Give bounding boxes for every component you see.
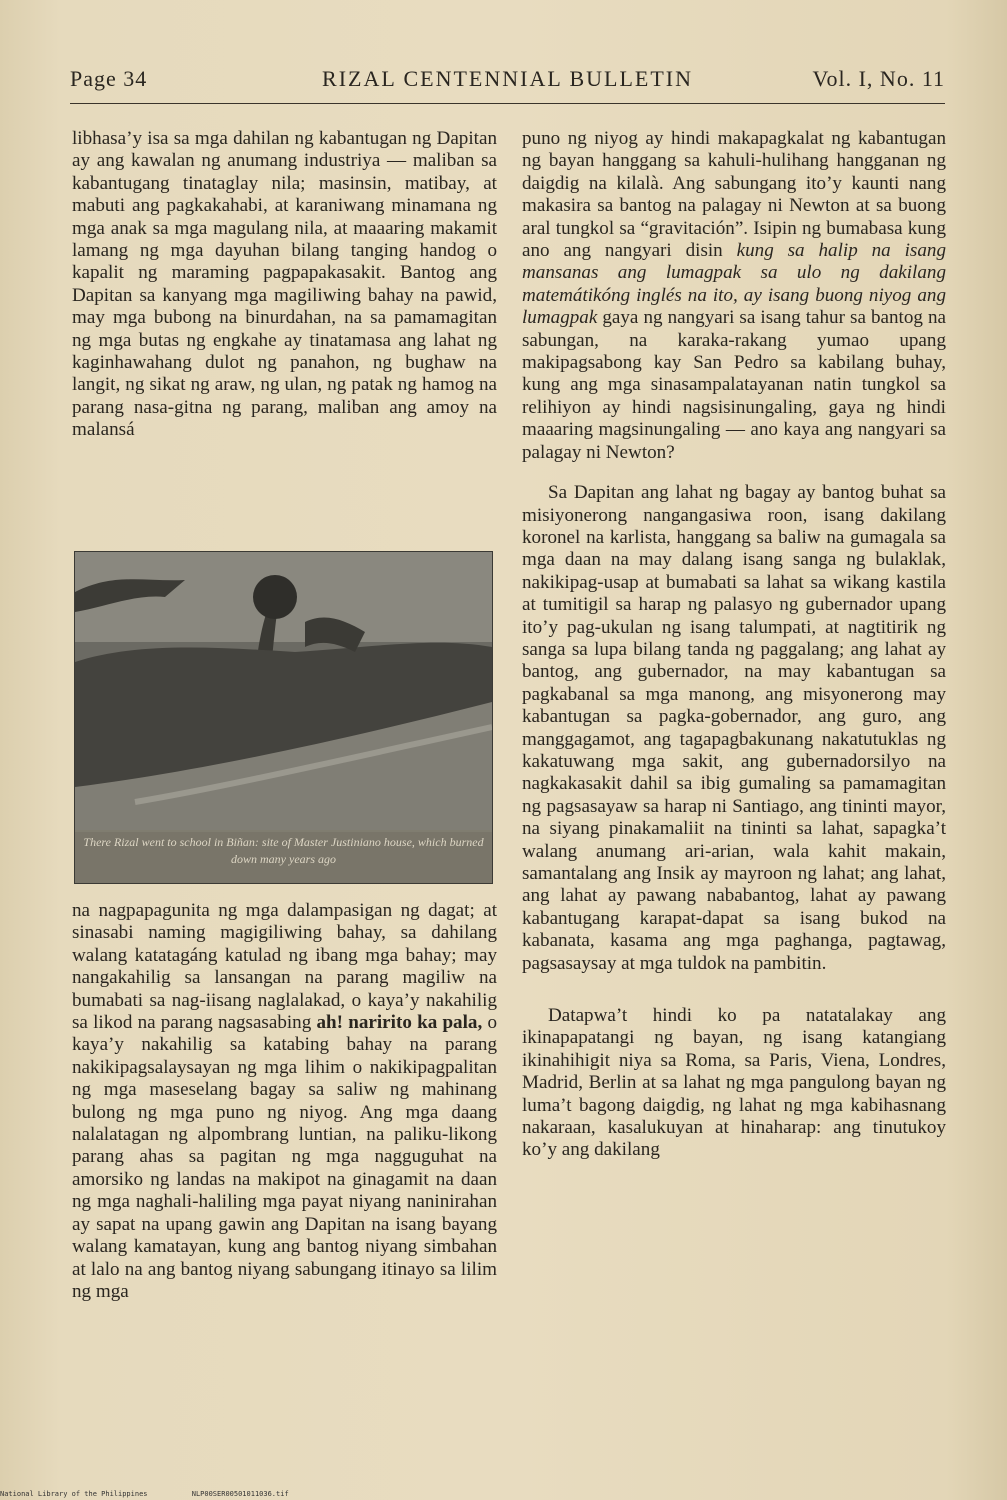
text-run: gaya ng nangyari sa isang tahur sa bantog na sabungan, na karaka-rakang yumao upang makipagsabong kay San Pedro sa kabilang buhay, kung ang mga sinasampalatayanan natin tungkol sa relihiyon ay hindi nagsisinungaling, gaya ng hindi maaaring magsinungaling — ano kaya ang nangyari sa palagay ni Newton? (522, 307, 946, 463)
left-column-top (72, 128, 497, 442)
paragraph (522, 128, 946, 464)
text-run: puno ng niyog ay hindi makapagkalat ng kabantugan ng bayan hanggang sa kahuli-hulihang hangganan ng daigdig na kilalà. Ang sabungang ito’y kaunti nang makasira sa bantog na palagay ni Newton at sa buong aral tungkol sa “gravitación”. Isipin ng bumabasa kung ano ang nangyari disin (522, 128, 946, 262)
photo-caption: There Rizal went to school in Biñan: site of Master Justiniano house, which burned down many years ago (75, 830, 492, 884)
left-column-bottom (72, 900, 497, 1303)
header-rule (70, 103, 945, 104)
text-run: o kaya’y nakahilig sa katabing bahay na parang nakikipagsalaysayan ng mga lihim o nakikipagpalitan ng mga maseselang bagay sa saliw ng mahinang bulong ng mga puno ng niyog. Ang mga daang nalalatagan ng alpombrang luntian, na paliku-likong parang ahas sa pagitan ng mga nagguguhat na amorsiko ng landas na makipot na ginagamit na daan ng mga naghali-haliling mga payat niyang naninirahan ay sapat na upang gawin ang Dapitan na isang bayang walang kamatayan, kung ang bantog niyang simbahan at lalo na ang bantog niyang sabungang itinayo sa lilim ng mga (72, 1012, 497, 1302)
bold-phrase: ah! naririto ka pala, (316, 1012, 483, 1034)
right-column (522, 128, 946, 1162)
scan-footer (0, 1490, 400, 1498)
photograph (74, 551, 493, 884)
bulletin-title: RIZAL CENTENNIAL BULLETIN (322, 66, 693, 91)
paragraph (72, 900, 497, 1303)
italic-phrase: kung sa halip na isang mansanas ang lumagpak sa ulo ng dakilang matemátikóng inglés na ito, ay isang buong niyog ang lumagpak (522, 240, 946, 329)
paragraph: Datapwa’t hindi ko pa natatalakay ang ikinapapatangi ng bayan, ng isang katangiang ikinahihigit niya sa Roma, sa Paris, Viena, Londres, Madrid, Berlin at sa lahat ng mga pangulong bayan ng luma’t bagong daigdig, ng lahat ng mga kabihasnang nakaraan, kasalukuyan at hinaharap: ang tinutukoy ko’y ang dakilang (522, 1005, 946, 1161)
text-run: na nagpapagunita ng mga dalampasigan ng dagat; at sinasabi naming magigiliwing bahay, sa dahilang walang katatagáng katulad ng ibang mga bahay; may nangakahilig sa lansangan na parang magiliw na bumabati sa nag-iisang naglalakad, o kaya’y nakahilig sa likod na parang nagsasabing (72, 900, 497, 1034)
paragraph: libhasa’y isa sa mga dahilan ng kabantugan ng Dapitan ay ang kawalan ng anumang industriya — maliban sa kabantugang tinataglay nila; masinsin, matibay, at mabuti ang pagkakahabi, at karaniwang minamana ng mga anak sa mga magulang nila, at maaaring makamit lamang ng mga dayuhan bilang tanging handog o kapalit ng maraming pagpapakasakit. Bantog ang Dapitan sa kanyang mga magiliwing bahay na pawid, may mga bubong na binurdahan, na sa pamamagitan ng mga butas ng engkahe ay tinatamasa ang lahat ng kaginhawahang dulot ng panahon, ng bughaw na langit, ng sikat ng araw, ng ulan, ng patak ng hamog na parang nasa-gitna ng parang, maliban ang amoy na malansá (72, 128, 497, 441)
running-header (70, 66, 945, 96)
page-number: Page 34 (70, 66, 148, 91)
library-label: National Library of the Philippines (0, 1490, 148, 1498)
volume-number: Vol. I, No. 11 (812, 66, 945, 91)
paragraph: Sa Dapitan ang lahat ng bagay ay bantog buhat sa misiyonerong nangangasiwa roon, isang dakilang koronel na karlista, hanggang sa baliw na gumagala sa mga daan na may dalang isang sanga ng bulaklak, nakikipag-usap at bumabati sa lahat sa wikang kastila at tumitigil sa harap ng palasyo ng gubernador upang ito’y pag-ukulan ng isang talumpati, at nagtitirik ng sanga sa lupa bilang tanda ng paggalang; ang lahat ay bantog, ang gubernador, na may kabantugan sa pagkabanal sa mga manong, ang misyonerong may kabantugan sa pagka-gobernador, ang guro, ang manggagamot, ang tagapagbakunang nakatutuklas ng kakatuwang mga sakit, ang gubernadorsilyo na nagkakasakit dahil sa ibig gumaling sa pamamagitan ng pagsasayaw sa harap ni Santiago, ang tininti mayor, na siyang pinakamaliit na tininti sa lahat, sapagka’t walang anumang ari-arian, wala kahit makain, samantalang ang Insik ay mayroon ng lahat; ang lahat, ang lahat ay pawang nababantog, lahat ay pawang kabantugang karapat-dapat sa isang bukod na kabanata, kasama ang mga paghanga, pagtawag, pagsasaysay at mga tuldok na pambitin. (522, 482, 946, 974)
file-name: NLP00SER0050101103​6.tif (191, 1490, 289, 1498)
